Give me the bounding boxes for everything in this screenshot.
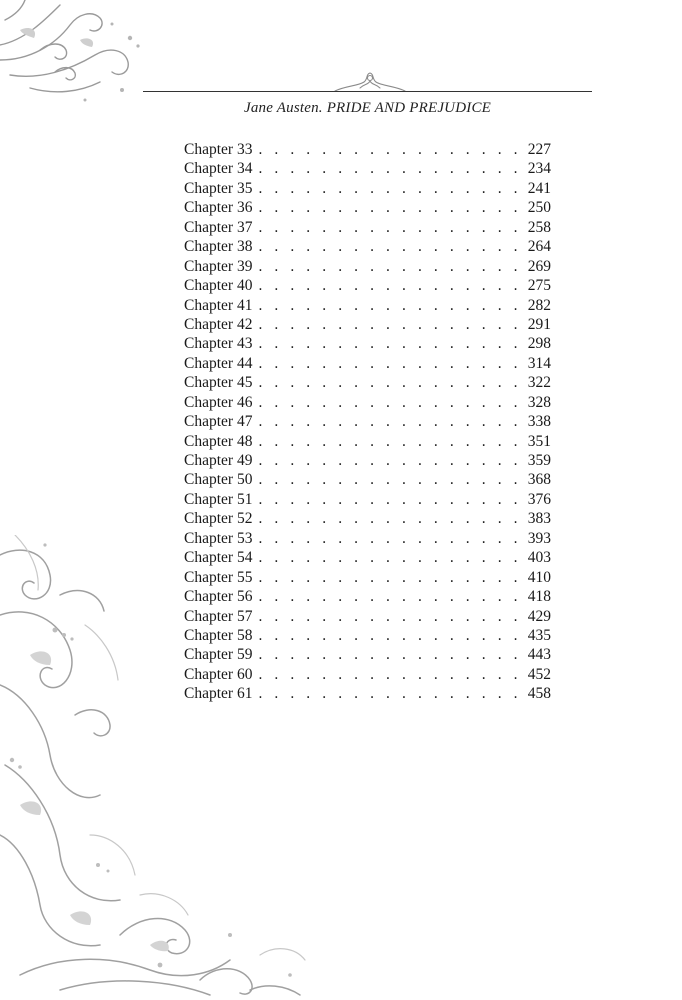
toc-entry (184, 529, 551, 548)
toc-entry (184, 626, 551, 645)
toc-entry-label: Chapter 35 (184, 179, 253, 197)
toc-dot-leader (258, 334, 527, 353)
toc-entry (184, 451, 551, 470)
toc-dot-leader (258, 315, 527, 334)
toc-entry-page-number: 282 (527, 296, 551, 314)
toc-entry-page-number: 298 (527, 335, 551, 353)
toc-entry-label: Chapter 44 (184, 354, 253, 372)
toc-dot-leader (258, 626, 527, 645)
toc-entry-label: Chapter 56 (184, 588, 253, 606)
toc-entry-page-number: 322 (527, 374, 551, 392)
toc-dot-leader (258, 140, 527, 159)
toc-entry (184, 373, 551, 392)
toc-entry (184, 159, 551, 178)
toc-entry (184, 179, 551, 198)
toc-entry (184, 490, 551, 509)
toc-entry (184, 315, 551, 334)
toc-entry-page-number: 443 (527, 646, 551, 664)
toc-entry-page-number: 234 (527, 160, 551, 178)
toc-entry-page-number: 314 (527, 354, 551, 372)
toc-dot-leader (258, 179, 527, 198)
toc-dot-leader (258, 198, 527, 217)
toc-entry-label: Chapter 59 (184, 646, 253, 664)
toc-dot-leader (258, 237, 527, 256)
toc-dot-leader (258, 665, 527, 684)
header-rule (143, 91, 592, 92)
toc-entry-page-number: 418 (527, 588, 551, 606)
toc-dot-leader (258, 451, 527, 470)
toc-entry-label: Chapter 39 (184, 257, 253, 275)
toc-entry-page-number: 458 (527, 685, 551, 703)
toc-dot-leader (258, 607, 527, 626)
toc-entry-page-number: 328 (527, 393, 551, 411)
toc-entry-label: Chapter 50 (184, 471, 253, 489)
toc-entry (184, 587, 551, 606)
toc-dot-leader (258, 218, 527, 237)
toc-entry-page-number: 250 (527, 199, 551, 217)
toc-entry-label: Chapter 48 (184, 432, 253, 450)
toc-entry-label: Chapter 49 (184, 452, 253, 469)
toc-dot-leader (258, 529, 527, 548)
toc-entry-label: Chapter 58 (184, 626, 253, 644)
top-left-floral-ornament (0, 0, 150, 110)
toc-entry-page-number: 241 (527, 179, 551, 197)
toc-entry-page-number: 410 (527, 568, 551, 586)
toc-entry-label: Chapter 54 (184, 549, 253, 567)
table-of-contents (184, 140, 551, 704)
toc-entry-page-number: 376 (527, 490, 551, 508)
toc-entry (184, 509, 551, 528)
toc-entry (184, 645, 551, 664)
toc-entry-label: Chapter 33 (184, 141, 253, 158)
toc-dot-leader (258, 354, 527, 373)
toc-dot-leader (258, 296, 527, 315)
toc-entry-label: Chapter 36 (184, 199, 253, 217)
toc-entry (184, 198, 551, 217)
toc-entry-label: Chapter 57 (184, 607, 253, 625)
toc-entry (184, 470, 551, 489)
toc-entry-page-number: 383 (527, 510, 551, 528)
toc-entry (184, 276, 551, 295)
toc-dot-leader (258, 159, 527, 178)
toc-entry-label: Chapter 55 (184, 568, 253, 586)
toc-entry (184, 218, 551, 237)
toc-entry-page-number: 258 (527, 218, 551, 236)
toc-entry-page-number: 338 (527, 413, 551, 431)
toc-entry (184, 296, 551, 315)
toc-dot-leader (258, 684, 527, 703)
toc-entry-page-number: 264 (527, 238, 551, 256)
toc-entry-page-number: 452 (527, 665, 551, 683)
running-head: Jane Austen. PRIDE AND PREJUDICE (243, 100, 492, 116)
toc-entry (184, 684, 551, 703)
toc-dot-leader (258, 587, 527, 606)
toc-entry-page-number: 393 (527, 529, 551, 547)
toc-entry-page-number: 269 (527, 257, 551, 275)
toc-entry-label: Chapter 61 (184, 685, 253, 703)
toc-entry-label: Chapter 47 (184, 413, 253, 431)
toc-entry-label: Chapter 53 (184, 529, 253, 547)
toc-entry (184, 412, 551, 431)
toc-entry-label: Chapter 42 (184, 315, 253, 333)
toc-entry-page-number: 359 (527, 452, 551, 469)
toc-entry (184, 257, 551, 276)
toc-entry-label: Chapter 38 (184, 238, 253, 256)
toc-dot-leader (258, 412, 527, 431)
toc-entry-page-number: 275 (527, 277, 551, 295)
toc-dot-leader (258, 568, 527, 587)
toc-entry (184, 393, 551, 412)
toc-dot-leader (258, 548, 527, 567)
toc-entry-label: Chapter 60 (184, 665, 253, 683)
toc-entry-page-number: 227 (527, 141, 551, 158)
toc-entry-label: Chapter 51 (184, 490, 253, 508)
toc-dot-leader (258, 432, 527, 451)
toc-entry (184, 140, 551, 159)
header-flourish-ornament (330, 70, 410, 92)
toc-entry-page-number: 291 (527, 315, 551, 333)
toc-entry-label: Chapter 41 (184, 296, 253, 314)
toc-entry (184, 607, 551, 626)
toc-entry-label: Chapter 52 (184, 510, 253, 528)
toc-dot-leader (258, 470, 527, 489)
toc-entry-page-number: 351 (527, 432, 551, 450)
toc-entry-label: Chapter 37 (184, 218, 253, 236)
toc-dot-leader (258, 276, 527, 295)
toc-entry (184, 548, 551, 567)
toc-entry-page-number: 368 (527, 471, 551, 489)
toc-dot-leader (258, 490, 527, 509)
toc-dot-leader (258, 373, 527, 392)
toc-entry-label: Chapter 34 (184, 160, 253, 178)
toc-dot-leader (258, 393, 527, 412)
toc-entry (184, 665, 551, 684)
toc-entry-label: Chapter 45 (184, 374, 253, 392)
toc-entry-page-number: 435 (527, 626, 551, 644)
toc-dot-leader (258, 509, 527, 528)
toc-entry-label: Chapter 40 (184, 277, 253, 295)
toc-entry (184, 334, 551, 353)
toc-dot-leader (258, 645, 527, 664)
toc-entry-page-number: 429 (527, 607, 551, 625)
toc-entry-page-number: 403 (527, 549, 551, 567)
toc-entry-label: Chapter 46 (184, 393, 253, 411)
toc-entry (184, 568, 551, 587)
toc-dot-leader (258, 257, 527, 276)
toc-entry-label: Chapter 43 (184, 335, 253, 353)
toc-entry (184, 432, 551, 451)
toc-entry (184, 354, 551, 373)
toc-entry (184, 237, 551, 256)
